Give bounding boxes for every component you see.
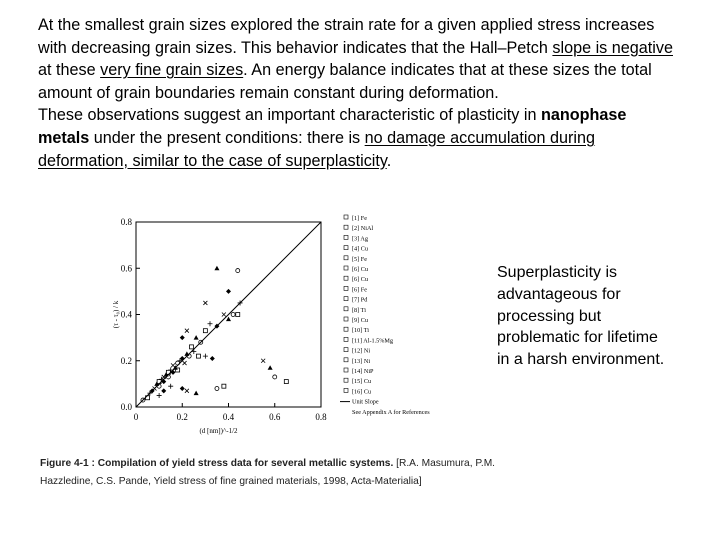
- legend-marker: [344, 276, 348, 280]
- data-point: [203, 301, 207, 305]
- paragraph-1: [38, 14, 678, 104]
- legend-entry: [13] Ni: [352, 357, 371, 365]
- data-point: [180, 335, 185, 340]
- legend-entry: [7] Pd: [352, 296, 368, 304]
- x-tick-label: 0.2: [176, 412, 188, 422]
- legend-entry: [10] Ti: [352, 327, 370, 335]
- legend-marker: [344, 348, 348, 352]
- legend-entry: [5] Fe: [352, 255, 367, 263]
- data-point: [184, 351, 189, 356]
- text-segment: under the present conditions: there is: [89, 128, 365, 147]
- data-point: [203, 329, 207, 333]
- data-point: [210, 356, 215, 361]
- legend-marker: [344, 235, 348, 239]
- data-point: [187, 354, 191, 358]
- legend-entry: Unit Slope: [352, 398, 379, 406]
- data-point: [194, 391, 199, 396]
- y-tick-label: 0.6: [120, 263, 132, 274]
- legend-entry: [4] Cu: [352, 245, 368, 253]
- legend-entry: [1] Fe: [352, 215, 367, 222]
- data-point: [176, 361, 180, 365]
- data-point: [236, 313, 240, 317]
- legend-entry: [11] Al-1.5%Mg: [352, 337, 394, 345]
- y-tick-label: 0.2: [120, 355, 132, 366]
- data-point: [190, 345, 194, 349]
- data-point: [222, 313, 226, 317]
- legend-marker: [344, 337, 348, 341]
- data-point: [215, 387, 219, 391]
- legend-marker: [344, 297, 348, 301]
- caption-citation: [R.A. Masumura, P.M. Hazzledine, C.S. Pande, Yield stress of fine grained materials, 1998, Acta-Materialia]: [40, 458, 496, 487]
- data-point: [208, 321, 213, 326]
- data-point: [166, 375, 170, 379]
- legend-marker: [344, 388, 348, 392]
- data-point: [168, 384, 173, 389]
- data-point: [185, 389, 189, 393]
- data-point: [284, 380, 288, 384]
- legend-marker: [344, 246, 348, 250]
- data-point: [203, 354, 208, 359]
- legend-entry: [15] Cu: [352, 378, 372, 386]
- text-segment: At the smallest grain sizes explored the strain rate for a given applied stress increases with decreasing grain sizes. This behavior indicates that the Hall–Petch: [38, 16, 655, 57]
- data-point: [268, 365, 273, 370]
- legend-marker: [344, 317, 348, 321]
- data-point: [171, 370, 176, 375]
- figure-caption: [40, 455, 510, 491]
- data-point: [196, 354, 200, 358]
- legend-marker: [344, 358, 348, 362]
- data-point: [194, 335, 199, 340]
- data-point: [214, 266, 219, 271]
- data-point: [231, 313, 235, 317]
- yield-stress-chart: [108, 210, 430, 456]
- y-axis-label: (τ - τ₀) / k: [112, 300, 120, 329]
- underlined-no-damage: no damage accumulation during deformation, similar to the case of superplasticity: [38, 128, 596, 170]
- legend-marker: [344, 327, 348, 331]
- data-point: [157, 384, 161, 388]
- legend-marker: [344, 225, 348, 229]
- y-tick-label: 0.0: [120, 402, 132, 412]
- legend-entry: [2] NiAl: [352, 225, 374, 233]
- legend-entry: [12] Ni: [352, 347, 371, 355]
- x-tick-label: 0: [133, 412, 139, 422]
- legend-marker: [344, 256, 348, 260]
- data-point: [222, 384, 226, 388]
- legend-marker: [344, 368, 348, 372]
- legend-entry: [6] Cu: [352, 276, 368, 284]
- data-point: [236, 269, 240, 273]
- data-point: [226, 317, 231, 322]
- main-paragraph: [38, 14, 678, 172]
- bold-nanophase-metals: nanophase metals: [38, 106, 627, 147]
- side-note: Superplasticity is advantageous for processing but problematic for lifetime in a harsh environment.: [497, 264, 665, 369]
- legend-marker: [344, 307, 348, 311]
- x-tick-label: 0.6: [269, 412, 281, 422]
- legend-marker: [344, 266, 348, 270]
- text-segment: at these: [38, 61, 101, 80]
- legend-entry: [16] Cu: [352, 388, 372, 396]
- legend-entry: [14] NiP: [352, 368, 374, 375]
- x-tick-label: 0.4: [222, 412, 235, 422]
- data-point: [226, 289, 231, 294]
- legend-marker: [344, 378, 348, 382]
- data-point: [180, 356, 185, 361]
- data-point: [273, 375, 277, 379]
- x-axis-label: (d [nm])^-1/2: [199, 427, 238, 435]
- data-point: [157, 393, 162, 398]
- data-point: [161, 379, 166, 384]
- data-point: [185, 329, 189, 333]
- data-point: [180, 386, 185, 391]
- legend-marker: [344, 215, 348, 219]
- y-tick-label: 0.4: [120, 309, 132, 320]
- caption-title: Figure 4-1 : Compilation of yield stress data for several metallic systems.: [40, 458, 394, 469]
- text-segment: .: [386, 151, 392, 170]
- legend-entry: [3] Ag: [352, 235, 368, 243]
- data-point: [183, 361, 187, 365]
- x-tick-label: 0.8: [315, 412, 327, 422]
- text-segment: These observations suggest an important characteristic of plasticity in: [38, 106, 541, 125]
- legend-entry: [8] Ti: [352, 306, 366, 314]
- data-point: [261, 359, 265, 363]
- legend-marker: [344, 286, 348, 290]
- paragraph-2: [38, 104, 678, 172]
- legend-entry: [6] Fe: [352, 286, 367, 294]
- text-segment: . An energy balance indicates that at these sizes the total amount of grain boundaries remain constant during deformation.: [38, 61, 652, 102]
- legend-entry: See Appendix A for References: [352, 408, 430, 416]
- legend-entry: [6] Cu: [352, 266, 368, 273]
- data-point: [161, 388, 166, 393]
- legend-entry: [9] Cu: [352, 317, 368, 324]
- y-tick-label: 0.8: [120, 217, 132, 227]
- data-point: [191, 349, 196, 354]
- data-point: [171, 363, 175, 367]
- underlined-slope-negative: slope is negative: [552, 38, 673, 57]
- data-point: [153, 387, 157, 391]
- underlined-fine-grain: very fine grain sizes: [100, 61, 244, 80]
